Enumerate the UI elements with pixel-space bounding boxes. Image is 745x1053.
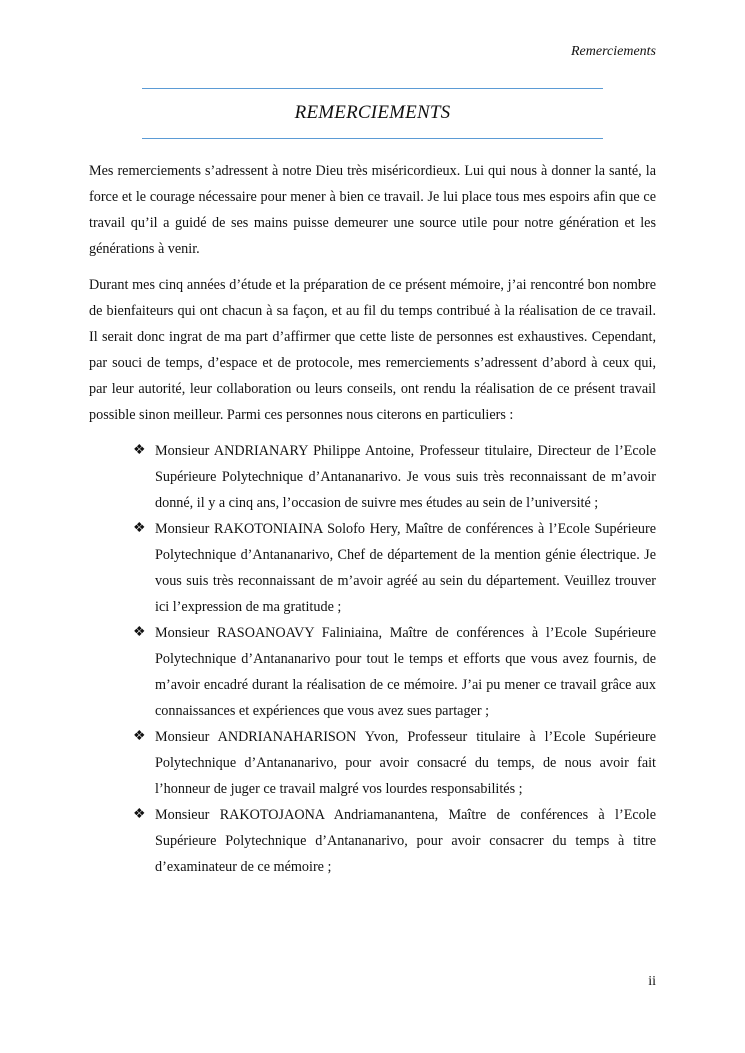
diamond-bullet-icon: ❖ bbox=[133, 729, 146, 744]
running-header: Remerciements bbox=[571, 44, 656, 59]
list-item bbox=[133, 620, 656, 724]
title-bottom-rule bbox=[142, 138, 603, 139]
title-top-rule bbox=[142, 88, 603, 89]
list-item-text: Monsieur RAKOTOJAONA Andriamanantena, Maître de conférences à l’Ecole Supérieure Polytechnique d’Antananarivo, pour avoir consacrer du temps à titre d’examinateur de ce mémoire ; bbox=[155, 807, 656, 875]
diamond-bullet-icon: ❖ bbox=[133, 807, 146, 822]
list-item-text: Monsieur RAKOTONIAINA Solofo Hery, Maître de conférences à l’Ecole Supérieure Polytechnique d’Antananarivo, Chef de département de la mention génie électrique. Je vous suis très reconnaissant de m’avoir agréé au sein du département. Veuillez trouver ici l’expression de ma gratitude ; bbox=[155, 521, 656, 615]
paragraph-acknowledgement-context: Durant mes cinq années d’étude et la préparation de ce présent mémoire, j’ai rencontré bon nombre de bienfaiteurs qui ont chacun à sa façon, et au fil du temps contribué à la réalisation de ce travail. Il serait donc ingrat de ma part d’affirmer que cette liste de personnes est exhaustives. Cependant, par souci de temps, d’espace et de protocole, mes remerciements s’adressent d’abord à ceux qui, par leur autorité, leur collaboration ou leurs conseils, ont rendu la réalisation de ce présent travail possible sinon meilleur. Parmi ces personnes nous citerons en particuliers : bbox=[89, 277, 656, 423]
list-item-text: Monsieur RASOANOAVY Faliniaina, Maître de conférences à l’Ecole Supérieure Polytechnique d’Antananarivo pour tout le temps et efforts que vous avez fournis, de m’avoir encadré durant la réalisation de ce mémoire. J’ai pu mener ce travail grâce aux connaissances et expériences que vous avez sues partager ; bbox=[155, 625, 656, 719]
diamond-bullet-icon: ❖ bbox=[133, 443, 146, 458]
list-item bbox=[133, 802, 656, 880]
list-item bbox=[133, 516, 656, 620]
paragraph-intro: Mes remerciements s’adressent à notre Dieu très miséricordieux. Lui qui nous à donner la santé, la force et le courage nécessaire pour mener à bien ce travail. Je lui place tous mes espoirs afin que ce travail qu’il a guidé de ses mains puisse demeurer une source utile pour notre génération et les générations à venir. bbox=[89, 163, 656, 257]
page-title: REMERCIEMENTS bbox=[294, 102, 451, 123]
page-number: ii bbox=[648, 974, 656, 989]
acknowledgement-list bbox=[89, 438, 656, 880]
diamond-bullet-icon: ❖ bbox=[133, 521, 146, 536]
diamond-bullet-icon: ❖ bbox=[133, 625, 146, 640]
list-item-text: Monsieur ANDRIANARY Philippe Antoine, Professeur titulaire, Directeur de l’Ecole Supérieure Polytechnique d’Antananarivo. Je vous suis très reconnaissant de m’avoir donné, il y a cinq ans, l’occasion de suivre mes études au sein de l’université ; bbox=[155, 443, 656, 511]
document-body bbox=[89, 158, 656, 880]
list-item bbox=[133, 438, 656, 516]
list-item-text: Monsieur ANDRIANAHARISON Yvon, Professeur titulaire à l’Ecole Supérieure Polytechnique d’Antananarivo, pour avoir consacré du temps, de nous avoir fait l’honneur de juger ce travail malgré vos lourdes responsabilités ; bbox=[155, 729, 656, 797]
list-item bbox=[133, 724, 656, 802]
title-block bbox=[142, 88, 603, 139]
